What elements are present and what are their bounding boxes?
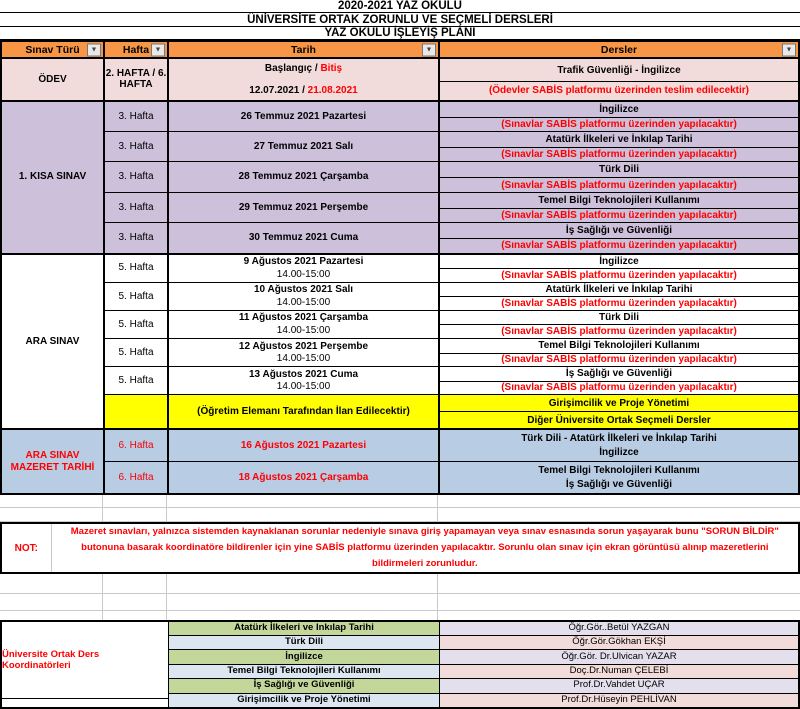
ders-name: Temel Bilgi Teknolojileri Kullanımı bbox=[538, 464, 700, 476]
coordinators-label: Üniversite Ortak Ders Koordinatörleri bbox=[2, 622, 168, 699]
ders-note: (Sınavlar SABİS platformu üzerinden yapılacaktır) bbox=[501, 240, 737, 252]
empty-cell bbox=[103, 611, 167, 620]
tarih-cell: 18 Ağustos 2021 Çarşamba bbox=[169, 462, 440, 493]
column-header-label: Tarih bbox=[291, 43, 316, 56]
coordinator-name-cell: Öğr.Gör..Betül YAZGAN bbox=[440, 622, 798, 635]
ders-name: Türk Dili - Atatürk İlkeleri ve İnkılap Tarihi bbox=[521, 432, 717, 444]
tarih-time: 14.00-15:00 bbox=[276, 296, 331, 308]
ders-cell: Atatürk İlkeleri ve Inkılap Tarihi bbox=[169, 622, 440, 635]
column-header-sinav-turu bbox=[2, 42, 105, 57]
hafta-cell: 6. Hafta bbox=[105, 430, 169, 461]
tarih-cell: 16 Ağustos 2021 Pazartesi bbox=[169, 430, 440, 461]
hafta-cell: 5. Hafta bbox=[105, 339, 169, 366]
table-row bbox=[105, 283, 798, 311]
coordinator-name-cell: Prof.Dr.Hüseyin PEHLİVAN bbox=[440, 694, 798, 707]
column-header-label: Sınav Türü bbox=[25, 43, 80, 56]
empty-cell bbox=[167, 495, 438, 507]
ders-name: Girişimcilik ve Proje Yönetimi bbox=[440, 395, 798, 412]
table-row bbox=[105, 311, 798, 339]
column-header-label: Hafta bbox=[122, 43, 150, 56]
ders-name: İş Sağlığı ve Güvenliği bbox=[440, 367, 798, 382]
end-label: Bitiş bbox=[320, 63, 343, 75]
empty-cell bbox=[167, 611, 438, 620]
table-row bbox=[105, 132, 798, 162]
tarih-cell: (Öğretim Elemanı Tarafından İlan Edilecektir) bbox=[169, 395, 440, 428]
ders-note: (Sınavlar SABİS platformu üzerinden yapılacaktır) bbox=[501, 118, 737, 130]
empty-row bbox=[0, 508, 800, 522]
tarih-range-labels bbox=[265, 63, 342, 75]
ders-note: (Ödevler SABİS platformu üzerinden teslim edilecektir) bbox=[488, 85, 750, 97]
column-header-label: Dersler bbox=[600, 43, 638, 56]
ders-note: (Sınavlar SABİS platformu üzerinden yapılacaktır) bbox=[501, 149, 737, 161]
tarih-cell bbox=[169, 283, 440, 310]
ders-note: (Sınavlar SABİS platformu üzerinden yapılacaktır) bbox=[501, 269, 737, 281]
ders-cell: Girişimcilik ve Proje Yönetimi bbox=[169, 694, 440, 707]
ders-name: İş Sağlığı ve Güvenliği bbox=[565, 479, 673, 491]
empty-row bbox=[0, 495, 800, 508]
empty-cell bbox=[103, 594, 167, 610]
hafta-cell: 5. Hafta bbox=[105, 311, 169, 338]
filter-dropdown-icon[interactable]: ▼ bbox=[422, 43, 436, 56]
table-row bbox=[105, 223, 798, 252]
ders-name: Atatürk İlkeleri ve İnkılap Tarihi bbox=[440, 132, 798, 148]
empty-row bbox=[0, 574, 800, 593]
ders-note: (Sınavlar SABİS platformu üzerinden yapılacaktır) bbox=[501, 326, 737, 338]
empty-row bbox=[0, 611, 800, 620]
note-box bbox=[0, 522, 800, 574]
empty-cell bbox=[0, 594, 103, 610]
ders-name: Türk Dili bbox=[440, 162, 798, 178]
section-odev bbox=[2, 59, 798, 101]
tarih-date: 10 Ağustos 2021 Salı bbox=[253, 284, 354, 296]
ders-cell bbox=[440, 395, 798, 428]
empty-cell bbox=[103, 508, 167, 521]
table-row-secmeli bbox=[105, 395, 798, 428]
ders-cell bbox=[440, 255, 798, 282]
empty-cell bbox=[103, 495, 167, 507]
coordinator-name-cell: Öğr.Gör. Dr.Ulvican YAZAR bbox=[440, 650, 798, 663]
hafta-cell: 5. Hafta bbox=[105, 255, 169, 282]
title-year: 2020-2021 YAZ OKULU bbox=[0, 0, 800, 13]
empty-cell bbox=[438, 611, 800, 620]
ders-note: (Sınavlar SABİS platformu üzerinden yapılacaktır) bbox=[501, 210, 737, 222]
coordinator-name-cell: Öğr.Gör.Gökhan EKŞİ bbox=[440, 636, 798, 649]
table-row bbox=[105, 255, 798, 283]
coordinator-name-cell: Doç.Dr.Numan ÇELEBİ bbox=[440, 665, 798, 678]
ders-note: (Sınavlar SABİS platformu üzerinden yapılacaktır) bbox=[501, 354, 737, 366]
ders-name: Temel Bilgi Teknolojileri Kullanımı bbox=[440, 193, 798, 209]
empty-cell bbox=[438, 574, 800, 592]
tarih-cell: 29 Temmuz 2021 Perşembe bbox=[169, 193, 440, 222]
start-date: 12.07.2021 / bbox=[249, 85, 308, 97]
table-row bbox=[105, 193, 798, 223]
ders-note: (Sınavlar SABİS platformu üzerinden yapılacaktır) bbox=[501, 179, 737, 191]
hafta-cell: 5. Hafta bbox=[105, 367, 169, 394]
column-header-row bbox=[2, 40, 798, 59]
ders-cell: İngilizce bbox=[169, 650, 440, 663]
section-label-ara-sinav: ARA SINAV bbox=[2, 255, 105, 429]
column-header-hafta bbox=[105, 42, 169, 57]
table-row bbox=[169, 650, 798, 664]
ders-name: Türk Dili bbox=[440, 311, 798, 326]
ders-name: Diğer Üniversite Ortak Seçmeli Dersler bbox=[527, 414, 711, 426]
empty-cell bbox=[0, 495, 103, 507]
section-label-odev: ÖDEV bbox=[2, 59, 105, 99]
hafta-cell: 6. Hafta bbox=[105, 462, 169, 493]
section-mazeret bbox=[2, 430, 798, 493]
end-date: 21.08.2021 bbox=[307, 85, 358, 97]
tarih-cell: 28 Temmuz 2021 Çarşamba bbox=[169, 162, 440, 191]
ders-cell bbox=[440, 132, 798, 161]
table-row bbox=[169, 622, 798, 636]
table-row bbox=[169, 636, 798, 650]
hafta-cell: 3. Hafta bbox=[105, 193, 169, 222]
table-row bbox=[105, 462, 798, 493]
hafta-cell: 2. HAFTA / 6. HAFTA bbox=[105, 59, 169, 99]
ders-name: İngilizce bbox=[599, 447, 639, 459]
ders-name: Temel Bilgi Teknolojileri Kullanımı bbox=[440, 339, 798, 354]
tarih-cell bbox=[169, 311, 440, 338]
empty-cell bbox=[0, 611, 103, 620]
empty-cell bbox=[103, 574, 167, 592]
ders-name: Trafik Güvenliği - İngilizce bbox=[440, 59, 798, 82]
empty-cell bbox=[438, 594, 800, 610]
section-rows bbox=[105, 430, 798, 493]
ders-cell bbox=[440, 102, 798, 131]
ders-cell bbox=[440, 162, 798, 191]
tarih-date: 12 Ağustos 2021 Perşembe bbox=[238, 340, 369, 352]
tarih-range-dates bbox=[249, 85, 357, 97]
ders-cell bbox=[440, 283, 798, 310]
ders-name: İş Sağlığı ve Güvenliği bbox=[440, 223, 798, 239]
column-header-dersler bbox=[440, 42, 798, 57]
coordinators-table bbox=[0, 620, 800, 709]
section-rows bbox=[105, 102, 798, 253]
ders-cell bbox=[440, 462, 798, 493]
ders-cell: Türk Dili bbox=[169, 636, 440, 649]
tarih-date: 9 Ağustos 2021 Pazartesi bbox=[243, 256, 364, 268]
tarih-cell: 30 Temmuz 2021 Cuma bbox=[169, 223, 440, 252]
tarih-time: 14.00-15:00 bbox=[276, 324, 331, 336]
ders-cell bbox=[440, 59, 798, 99]
empty-cell bbox=[2, 699, 168, 707]
title-main: ÜNİVERSİTE ORTAK ZORUNLU VE SEÇMELİ DERSLERİ bbox=[0, 13, 800, 26]
filter-dropdown-icon[interactable]: ▼ bbox=[87, 43, 101, 56]
tarih-date: 11 Ağustos 2021 Çarşamba bbox=[238, 312, 369, 324]
hafta-cell: 3. Hafta bbox=[105, 132, 169, 161]
filter-dropdown-icon[interactable]: ▼ bbox=[151, 43, 165, 56]
tarih-time: 14.00-15:00 bbox=[276, 268, 331, 280]
ders-cell bbox=[440, 223, 798, 252]
hafta-cell: 3. Hafta bbox=[105, 162, 169, 191]
ders-name: İngilizce bbox=[440, 102, 798, 118]
ders-note: (Sınavlar SABİS platformu üzerinden yapılacaktır) bbox=[501, 298, 737, 310]
tarih-cell bbox=[169, 255, 440, 282]
tarih-time: 14.00-15:00 bbox=[276, 353, 331, 365]
table-row bbox=[105, 430, 798, 462]
section-label-mazeret: ARA SINAV MAZERET TARİHİ bbox=[2, 430, 105, 493]
section-rows bbox=[105, 255, 798, 429]
empty-cell bbox=[167, 508, 438, 521]
column-header-tarih bbox=[169, 42, 440, 57]
schedule-table bbox=[0, 40, 800, 495]
ders-cell bbox=[440, 367, 798, 394]
ders-note: (Sınavlar SABİS platformu üzerinden yapılacaktır) bbox=[501, 382, 737, 394]
ders-cell: İş Sağlığı ve Güvenliği bbox=[169, 679, 440, 692]
table-row bbox=[105, 102, 798, 132]
ders-cell: Temel Bilgi Teknolojileri Kullanımı bbox=[169, 665, 440, 678]
ders-cell bbox=[440, 430, 798, 461]
empty-cell bbox=[167, 574, 438, 592]
table-row bbox=[169, 694, 798, 707]
tarih-date: 13 Ağustos 2021 Cuma bbox=[248, 368, 359, 380]
empty-cell bbox=[438, 495, 800, 507]
hafta-cell: 3. Hafta bbox=[105, 102, 169, 131]
coordinator-name-cell: Prof.Dr.Vahdet UÇAR bbox=[440, 679, 798, 692]
empty-cell bbox=[0, 574, 103, 592]
start-label: Başlangıç / bbox=[264, 63, 321, 75]
note-label: NOT: bbox=[2, 524, 52, 572]
tarih-cell: 26 Temmuz 2021 Pazartesi bbox=[169, 102, 440, 131]
empty-cell bbox=[167, 594, 438, 610]
ders-cell bbox=[440, 311, 798, 338]
ders-name: İngilizce bbox=[440, 255, 798, 270]
tarih-cell bbox=[169, 367, 440, 394]
section-label-kisa-sinav: 1. KISA SINAV bbox=[2, 102, 105, 253]
title-sub: YAZ OKULU İŞLEYİŞ PLANI bbox=[0, 27, 800, 40]
coordinators-rows bbox=[169, 622, 798, 707]
filter-dropdown-icon[interactable]: ▼ bbox=[782, 43, 796, 56]
ders-name: Atatürk İlkeleri ve İnkılap Tarihi bbox=[440, 283, 798, 298]
section-kisa-sinav bbox=[2, 102, 798, 255]
table-row bbox=[169, 665, 798, 679]
table-row bbox=[169, 679, 798, 693]
tarih-cell: 27 Temmuz 2021 Salı bbox=[169, 132, 440, 161]
hafta-cell-empty bbox=[105, 395, 169, 428]
table-row bbox=[105, 339, 798, 367]
ders-cell bbox=[440, 193, 798, 222]
coordinators-label-column bbox=[2, 622, 169, 707]
empty-row bbox=[0, 594, 800, 611]
hafta-cell: 3. Hafta bbox=[105, 223, 169, 252]
empty-cell bbox=[0, 508, 103, 521]
empty-cell bbox=[438, 508, 800, 521]
section-ara-sinav bbox=[2, 255, 798, 431]
table-row bbox=[105, 367, 798, 395]
tarih-cell bbox=[169, 339, 440, 366]
ders-cell bbox=[440, 339, 798, 366]
note-text: Mazeret sınavları, yalnızca sistemden kaynaklanan sorunlar nedeniyle sınava giriş yapamayan veya sınav esnasında sorun yaşayarak bunu "SORUN BİLDİR" butonuna basarak koordinatöre bildirenler için yine SABİS platformu üzerinden yapılacaktır. Sorunlu olan sınav için ekran görüntüsü alınıp mazeretlerini bildirmeleri zorunludur. bbox=[70, 526, 779, 570]
tarih-time: 14.00-15:00 bbox=[276, 381, 331, 393]
tarih-cell bbox=[169, 59, 440, 99]
table-row bbox=[105, 162, 798, 192]
hafta-cell: 5. Hafta bbox=[105, 283, 169, 310]
